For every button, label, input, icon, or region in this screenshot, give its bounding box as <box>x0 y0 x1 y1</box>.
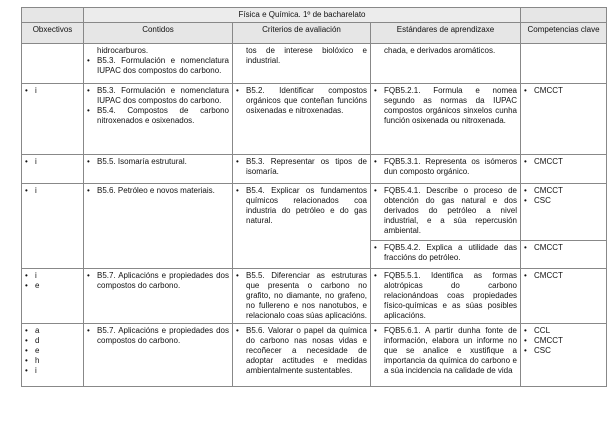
objective-item <box>25 346 80 356</box>
objectives-cell <box>22 84 84 155</box>
competences-cell <box>521 241 607 269</box>
bullet: • <box>25 366 28 375</box>
competence-item <box>524 86 603 96</box>
content-item <box>87 86 229 106</box>
table-row <box>22 84 607 155</box>
table-row <box>22 184 607 241</box>
cell-text: i <box>35 271 37 280</box>
contents-cell <box>84 324 233 387</box>
bullet: • <box>374 243 377 252</box>
content-item <box>87 56 229 76</box>
cell-text: e <box>35 281 40 290</box>
content-item <box>87 106 229 126</box>
criteria-cell <box>233 324 371 387</box>
bullet: • <box>236 326 239 335</box>
objectives-cell <box>22 184 84 269</box>
cell-text: B5.3. Formulación e nomenclatura IUPAC dos compostos do carbono. <box>97 86 229 105</box>
competences-cell <box>521 44 607 84</box>
bullet: • <box>25 186 28 195</box>
standards-cell <box>371 184 521 241</box>
cell-text: B5.5. Diferenciar as estruturas que presenta o carbono no grafito, no diamante, no grafeno, no fullereno e nos nanotubos, e relacionalo coas súas aplicacións. <box>246 271 367 320</box>
table-row <box>22 155 607 184</box>
bullet: • <box>236 271 239 280</box>
bullet: • <box>87 271 90 280</box>
content-item <box>87 186 229 196</box>
criteria-item <box>236 271 367 321</box>
cell-text: CMCCT <box>534 186 563 195</box>
objective-item <box>25 356 80 366</box>
bullet: • <box>87 186 90 195</box>
bullet: • <box>374 271 377 280</box>
table-row <box>22 269 607 324</box>
competence-item <box>524 186 603 196</box>
cell-text: CSC <box>534 196 551 205</box>
cell-text: CMCCT <box>534 157 563 166</box>
criteria-item <box>236 86 367 116</box>
objective-item <box>25 186 80 196</box>
bullet: • <box>524 157 527 166</box>
contents-cell <box>84 155 233 184</box>
criteria-cell <box>233 184 371 269</box>
cell-text: FQB5.5.1. Identifica as formas alotrópicas do carbono relacionándoas coas propiedades físico-químicas e as súas posibles aplicacións. <box>384 271 518 320</box>
cell-text: CMCCT <box>534 86 563 95</box>
cell-text: FQB5.2.1. Formula e nomea segundo as normas da IUPAC compostos orgánicos sinxelos cunha función osixenada ou nitroxenada. <box>384 86 518 125</box>
bullet: • <box>524 346 527 355</box>
standards-continued-text: chada, e derivados aromáticos. <box>384 46 496 55</box>
cell-text: FQB5.3.1. Representa os isómeros dun composto orgánico. <box>384 157 518 176</box>
cell-text: B5.5. Isomaría estrutural. <box>97 157 187 166</box>
competences-cell <box>521 269 607 324</box>
cell-text: FQB5.4.1. Describe o proceso de obtención do gas natural e dos derivados do petróleo a nivel industrial, e a súa repercusión ambiental. <box>384 186 518 235</box>
bullet: • <box>524 186 527 195</box>
cell-text: B5.4. Explicar os fundamentos químicos relacionados coa industria do petróleo e do gas natural. <box>246 186 367 225</box>
objective-item <box>25 336 80 346</box>
header-competences: Competencias clave <box>521 23 607 44</box>
cell-text: FQB5.6.1. A partir dunha fonte de información, elabora un informe no que se analice e xustifique a importancia da química do carbono e a súa incidencia na calidade de vida <box>384 326 518 375</box>
header-criteria: Criterios de avaliación <box>233 23 371 44</box>
bullet: • <box>524 336 527 345</box>
objectives-cell <box>22 44 84 84</box>
bullet: • <box>25 356 28 365</box>
title-row <box>22 8 607 23</box>
standards-cell <box>371 84 521 155</box>
title-blank-cell <box>521 8 607 23</box>
standard-item <box>374 271 517 321</box>
objectives-cell <box>22 269 84 324</box>
curriculum-table <box>21 7 607 387</box>
bullet: • <box>25 346 28 355</box>
table-title: Física e Química. 1º de bacharelato <box>84 8 521 23</box>
competences-cell <box>521 155 607 184</box>
objectives-cell <box>22 324 84 387</box>
competence-item <box>524 326 603 336</box>
competences-cell <box>521 324 607 387</box>
header-standards: Estándares de aprendizaxe <box>371 23 521 44</box>
content-item <box>87 271 229 291</box>
bullet: • <box>87 86 90 95</box>
competence-item <box>524 346 603 356</box>
header-row <box>22 23 607 44</box>
criteria-cell <box>233 269 371 324</box>
cell-text: B5.2. Identificar compostos orgánicos que conteñan funcións osixenadas e nitroxenadas. <box>246 86 367 115</box>
contents-cell <box>84 184 233 269</box>
competences-cell <box>521 84 607 155</box>
competence-item <box>524 196 603 206</box>
objective-item <box>25 157 80 167</box>
bullet: • <box>87 106 90 115</box>
objective-item <box>25 271 80 281</box>
criteria-item <box>236 157 367 177</box>
bullet: • <box>524 243 527 252</box>
cell-text: FQB5.4.2. Explica a utilidade das fraccións do petróleo. <box>384 243 518 262</box>
bullet: • <box>524 86 527 95</box>
competence-item <box>524 243 603 253</box>
cell-text: i <box>35 186 37 195</box>
cell-text: B5.6. Valorar o papel da química do carbono nas nosas vidas e recoñecer a necesidade de adoptar actitudes e medidas ambientalmente sustentables. <box>246 326 367 375</box>
bullet: • <box>25 281 28 290</box>
standards-cell <box>371 241 521 269</box>
cell-text: a <box>35 326 40 335</box>
criteria-cell <box>233 84 371 155</box>
contents-continued-text: hidrocarburos. <box>97 46 149 55</box>
bullet: • <box>87 326 90 335</box>
cell-text: i <box>35 366 37 375</box>
bullet: • <box>236 86 239 95</box>
bullet: • <box>236 186 239 195</box>
standards-cell <box>371 324 521 387</box>
cell-text: B5.3. Formulación e nomenclatura IUPAC dos compostos do carbono. <box>97 56 229 75</box>
bullet: • <box>87 157 90 166</box>
bullet: • <box>25 326 28 335</box>
title-blank-cell <box>22 8 84 23</box>
cell-text: CMCCT <box>534 336 563 345</box>
contents-cell <box>84 84 233 155</box>
standards-cell <box>371 269 521 324</box>
objectives-cell <box>22 155 84 184</box>
bullet: • <box>374 186 377 195</box>
standard-item <box>374 86 517 126</box>
objective-item <box>25 366 80 376</box>
cell-text: i <box>35 86 37 95</box>
objective-item <box>25 86 80 96</box>
content-item <box>87 326 229 346</box>
competence-item <box>524 271 603 281</box>
bullet: • <box>374 326 377 335</box>
cell-text: e <box>35 346 40 355</box>
bullet: • <box>524 196 527 205</box>
header-contents: Contidos <box>84 23 233 44</box>
objective-item <box>25 326 80 336</box>
bullet: • <box>25 157 28 166</box>
objective-item <box>25 281 80 291</box>
standard-item <box>374 243 517 263</box>
standards-cell <box>371 44 521 84</box>
contents-cell <box>84 44 233 84</box>
bullet: • <box>236 157 239 166</box>
cell-text: d <box>35 336 40 345</box>
table-body <box>22 44 607 387</box>
content-item <box>87 157 229 167</box>
header-objectives: Obxectivos <box>22 23 84 44</box>
cell-text: B5.4. Compostos de carbono nitroxenados e osixenados. <box>97 106 229 125</box>
cell-text: CCL <box>534 326 551 335</box>
bullet: • <box>374 157 377 166</box>
cell-text: B5.6. Petróleo e novos materiais. <box>97 186 215 195</box>
criteria-cell <box>233 44 371 84</box>
cell-text: h <box>35 356 40 365</box>
bullet: • <box>374 86 377 95</box>
contents-cell <box>84 269 233 324</box>
bullet: • <box>25 271 28 280</box>
cell-text: B5.3. Representar os tipos de isomaría. <box>246 157 367 176</box>
standard-item <box>374 186 517 236</box>
competence-item <box>524 157 603 167</box>
bullet: • <box>87 56 90 65</box>
cell-text: B5.7. Aplicacións e propiedades dos compostos do carbono. <box>97 271 229 290</box>
bullet: • <box>524 271 527 280</box>
cell-text: CMCCT <box>534 271 563 280</box>
table-row <box>22 44 607 84</box>
cell-text: B5.7. Aplicacións e propiedades dos compostos do carbono. <box>97 326 229 345</box>
standards-cell <box>371 155 521 184</box>
cell-text: CSC <box>534 346 551 355</box>
standard-item <box>374 326 517 376</box>
bullet: • <box>25 86 28 95</box>
table-row <box>22 324 607 387</box>
criteria-continued-text: tos de interese biolóxico e industrial. <box>246 46 367 65</box>
cell-text: i <box>35 157 37 166</box>
competence-item <box>524 336 603 346</box>
criteria-item <box>236 326 367 376</box>
competences-cell <box>521 184 607 241</box>
cell-text: CMCCT <box>534 243 563 252</box>
bullet: • <box>25 336 28 345</box>
criteria-item <box>236 186 367 226</box>
criteria-cell <box>233 155 371 184</box>
bullet: • <box>524 326 527 335</box>
standard-item <box>374 157 517 177</box>
